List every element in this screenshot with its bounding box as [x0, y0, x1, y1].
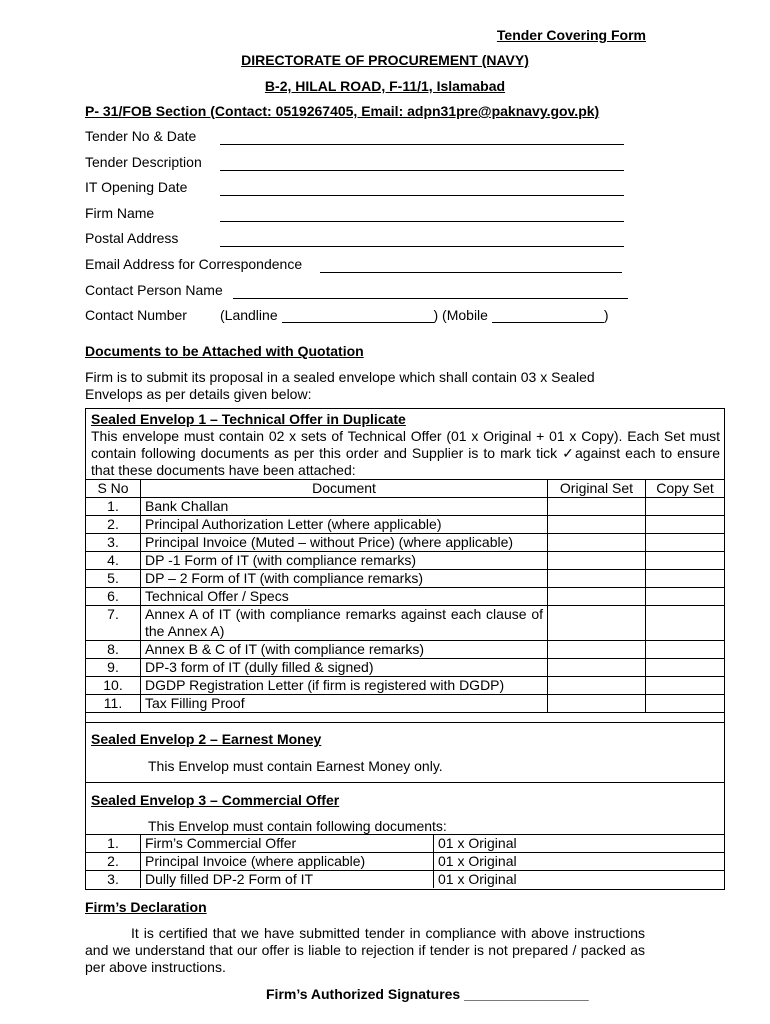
row-no: 1.	[86, 835, 141, 853]
table-row	[86, 552, 724, 570]
col-document: Document	[141, 480, 548, 498]
original-check[interactable]	[548, 606, 646, 641]
col-copy-set: Copy Set	[646, 480, 725, 498]
row-doc: Technical Offer / Specs	[141, 588, 548, 606]
copy-check[interactable]	[646, 695, 725, 713]
original-check[interactable]	[548, 659, 646, 677]
envelope-1-box	[85, 408, 725, 723]
copy-check[interactable]	[646, 606, 725, 641]
row-no: 11.	[86, 695, 141, 713]
copy-check[interactable]	[646, 659, 725, 677]
table-row	[86, 534, 724, 552]
envelope-3-desc: This Envelop must contain following documents:	[148, 818, 447, 834]
col-sno: S No	[86, 480, 141, 498]
row-qty: 01 x Original	[434, 835, 725, 853]
table-row	[86, 606, 724, 641]
row-no: 6.	[86, 588, 141, 606]
tender-no-field[interactable]	[220, 144, 624, 145]
row-doc: DP -1 Form of IT (with compliance remarks)	[141, 552, 548, 570]
row-doc: Firm’s Commercial Offer	[141, 835, 434, 853]
original-check[interactable]	[548, 570, 646, 588]
row-doc: DP-3 form of IT (dully filled & signed)	[141, 659, 548, 677]
row-doc: Principal Authorization Letter (where applicable)	[141, 516, 548, 534]
envelope-2-box	[85, 722, 725, 783]
row-no: 9.	[86, 659, 141, 677]
envelope-3-box	[85, 782, 725, 890]
table-row	[86, 588, 724, 606]
row-doc: DP – 2 Form of IT (with compliance remarks)	[141, 570, 548, 588]
table-row	[86, 659, 724, 677]
row-no: 1.	[86, 498, 141, 516]
row-doc: Bank Challan	[141, 498, 548, 516]
envelope-1-table	[86, 479, 724, 713]
original-check[interactable]	[548, 588, 646, 606]
envelope-1-title: Sealed Envelop 1 – Technical Offer in Duplicate	[91, 411, 406, 427]
table-row	[86, 695, 724, 713]
original-check[interactable]	[548, 552, 646, 570]
mobile-close: )	[603, 307, 609, 323]
copy-check[interactable]	[646, 641, 725, 659]
tender-desc-field[interactable]	[220, 170, 624, 171]
row-doc: Principal Invoice (where applicable)	[141, 853, 434, 871]
row-doc: DGDP Registration Letter (if firm is registered with DGDP)	[141, 677, 548, 695]
landline-field[interactable]	[282, 308, 434, 323]
original-check[interactable]	[548, 677, 646, 695]
copy-check[interactable]	[646, 516, 725, 534]
org-name: DIRECTORATE OF PROCUREMENT (NAVY)	[241, 52, 529, 68]
copy-check[interactable]	[646, 588, 725, 606]
postal-label: Postal Address	[85, 230, 179, 246]
signature-line[interactable]: Firm’s Authorized Signatures ________________	[266, 986, 589, 1002]
row-no: 10.	[86, 677, 141, 695]
row-doc: Dully filled DP-2 Form of IT	[141, 871, 434, 889]
row-doc: Annex B & C of IT (with compliance remarks)	[141, 641, 548, 659]
declaration-text: It is certified that we have submitted tender in compliance with above instructions and we understand that our offer is liable to rejection if tender is not prepared / packed as per above instructions.	[85, 925, 645, 975]
row-no: 3.	[86, 534, 141, 552]
table-row	[86, 835, 724, 853]
contact-number-label: Contact Number	[85, 307, 187, 323]
table-row	[86, 498, 724, 516]
row-doc: Tax Filling Proof	[141, 695, 548, 713]
table-row	[86, 516, 724, 534]
row-no: 3.	[86, 871, 141, 889]
email-field[interactable]	[320, 272, 622, 273]
tender-desc-label: Tender Description	[85, 154, 202, 170]
row-qty: 01 x Original	[434, 853, 725, 871]
it-opening-label: IT Opening Date	[85, 179, 188, 195]
envelope-2-desc: This Envelop must contain Earnest Money only.	[148, 758, 443, 774]
email-label: Email Address for Correspondence	[85, 256, 303, 272]
row-no: 7.	[86, 606, 141, 641]
original-check[interactable]	[548, 695, 646, 713]
row-no: 2.	[86, 516, 141, 534]
contact-person-field[interactable]	[233, 298, 628, 299]
landline-label: (Landline	[220, 307, 278, 323]
firm-name-field[interactable]	[220, 221, 624, 222]
mobile-label: ) (Mobile	[433, 307, 488, 323]
row-no: 8.	[86, 641, 141, 659]
documents-intro: Firm is to submit its proposal in a sealed envelope which shall contain 03 x Sealed Envelops as per details given below:	[85, 369, 595, 402]
envelope-3-title: Sealed Envelop 3 – Commercial Offer	[91, 792, 340, 808]
copy-check[interactable]	[646, 498, 725, 516]
postal-field[interactable]	[220, 246, 624, 247]
table-row	[86, 641, 724, 659]
row-no: 5.	[86, 570, 141, 588]
col-original-set: Original Set	[548, 480, 646, 498]
table-row	[86, 871, 724, 889]
contact-number-row	[220, 307, 609, 323]
original-check[interactable]	[548, 516, 646, 534]
table-row	[86, 677, 724, 695]
row-no: 4.	[86, 552, 141, 570]
copy-check[interactable]	[646, 570, 725, 588]
form-title: Tender Covering Form	[496, 27, 646, 43]
documents-heading: Documents to be Attached with Quotation	[85, 343, 364, 359]
row-qty: 01 x Original	[434, 871, 725, 889]
copy-check[interactable]	[646, 534, 725, 552]
row-doc: Principal Invoice (Muted – without Price) (where applicable)	[141, 534, 548, 552]
row-doc: Annex A of IT (with compliance remarks against each clause of the Annex A)	[141, 606, 548, 641]
table-row	[86, 853, 724, 871]
contact-person-label: Contact Person Name	[85, 282, 223, 298]
copy-check[interactable]	[646, 552, 725, 570]
envelope-2-title: Sealed Envelop 2 – Earnest Money	[91, 731, 322, 747]
org-address: B-2, HILAL ROAD, F-11/1, Islamabad	[264, 78, 506, 94]
tender-no-label: Tender No & Date	[85, 128, 197, 144]
firm-name-label: Firm Name	[85, 205, 155, 221]
it-opening-field[interactable]	[220, 195, 624, 196]
table-row	[86, 570, 724, 588]
section-contact: P- 31/FOB Section (Contact: 0519267405, Email: adpn31pre@paknavy.gov.pk)	[85, 103, 600, 119]
envelope-3-table	[86, 834, 724, 888]
declaration-heading: Firm’s Declaration	[85, 899, 207, 915]
row-no: 2.	[86, 853, 141, 871]
envelope-1-desc: This envelope must contain 02 x sets of Technical Offer (01 x Original + 01 x Copy). Each Set must contain following documents as per this order and Supplier is to mark tick ✓against each to ensure that these documents have been attached:	[91, 428, 720, 478]
mobile-field[interactable]	[492, 308, 604, 323]
original-check[interactable]	[548, 641, 646, 659]
original-check[interactable]	[548, 498, 646, 516]
copy-check[interactable]	[646, 677, 725, 695]
original-check[interactable]	[548, 534, 646, 552]
